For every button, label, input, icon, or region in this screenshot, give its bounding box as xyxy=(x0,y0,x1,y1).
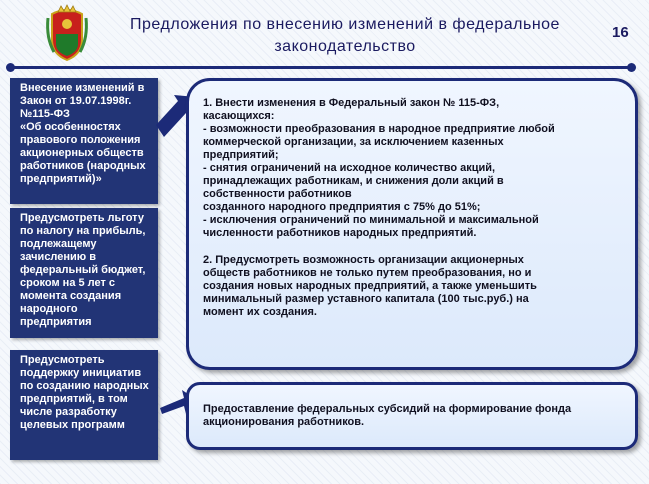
subsidy-text: Предоставление федеральных субсидий на формирование фонда акционирования работников. xyxy=(203,403,572,428)
left-box-support-initiatives xyxy=(10,350,158,460)
left-box-text: Предусмотреть льготу по налогу на прибыль, подлежащему зачислению в федеральный бюджет, сроком на 5 лет с момента создания народного предприятия xyxy=(20,212,146,328)
header xyxy=(0,0,649,64)
left-box-text: Внесение изменений в Закон от 19.07.1998г. №115-ФЗ «Об особенностях правового положения акционерных обществ работников (народных предприятий)» xyxy=(20,82,146,185)
left-box-law-amendment xyxy=(10,78,158,204)
header-divider xyxy=(8,66,633,69)
divider-dot-left xyxy=(6,63,15,72)
proposal-item-2: 2. Предусмотреть возможность организации акционерных обществ работников не только путем преобразования, но и создания новых народных предприятий, а также уменьшить минимальный размер уставного капитала (100 тыс.руб.) на момент их создания. xyxy=(203,254,537,318)
subsidy-panel xyxy=(186,382,638,450)
proposals-panel xyxy=(186,78,638,370)
left-box-text: Предусмотреть поддержку инициатив по созданию народных предприятий, в том числе разработку целевых программ xyxy=(20,354,149,431)
divider-dot-right xyxy=(627,63,636,72)
coat-of-arms-icon xyxy=(44,4,90,62)
left-box-tax-benefit xyxy=(10,208,158,338)
page-title: Предложения по внесению изменений в федеральное законодательство xyxy=(130,16,560,55)
proposal-item-1: 1. Внести изменения в Федеральный закон № 115-ФЗ, касающихся: - возможности преобразования в народное предприятие любой коммерческой организации, за исключением казенных предприятий; - снятия ограничений на исходное количество акций, принадлежащих работникам, и снижения доли акций в собственности работников созданного народного предприятия с 75% до 51%; - исключения ограничений по минимальной и максимальной численности работников народных предприятий. xyxy=(203,97,555,239)
slide-number: 16 xyxy=(612,24,629,41)
